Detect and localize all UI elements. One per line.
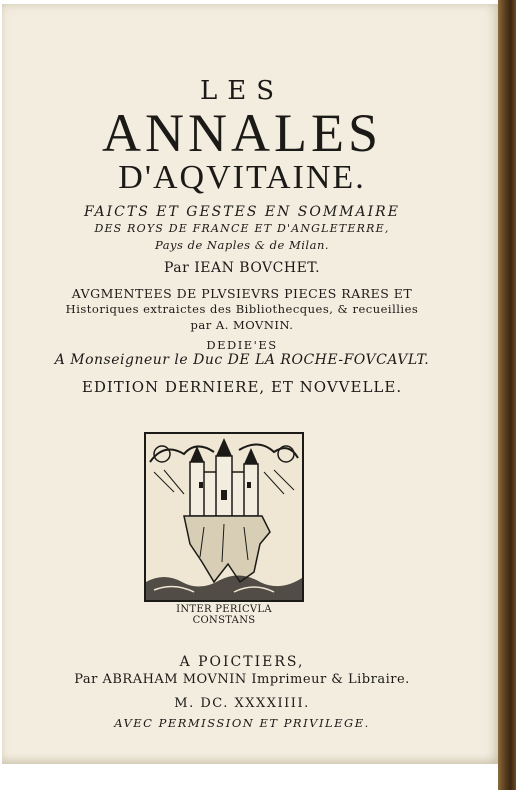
edition-line: EDITION DERNIERE, ET NOVVELLE. — [81, 378, 403, 396]
title-les: LES — [199, 76, 285, 106]
augmented-line-2: Historiques extraictes des Bibliothecques, & recueillies — [65, 302, 419, 316]
author-line: Par IEAN BOVCHET. — [163, 260, 321, 276]
engraving-motto: INTER PERICVLA CONSTANS — [176, 604, 272, 626]
printer-mark-engraving — [144, 432, 304, 624]
augmented-line-1: AVGMENTEES DE PLVSIEVRS PIECES RARES ET — [71, 286, 413, 301]
augmented-line-3: par A. MOVNIN. — [190, 318, 294, 332]
imprint-city: A POICTIERS, — [179, 654, 305, 670]
subtitle-faicts: FAICTS ET GESTES EN SOMMAIRE — [84, 204, 400, 220]
imprint-printer: Par ABRAHAM MOVNIN Imprimeur & Libraire. — [74, 672, 410, 687]
title-page — [2, 4, 500, 764]
subtitle-des-rois: DES ROYS DE FRANCE ET D'ANGLETERRE, — [94, 222, 390, 235]
imprint-date: M. DC. XXXXIIII. — [174, 696, 310, 711]
castle-on-rock-illustration — [144, 432, 304, 602]
title-annales: ANNALES — [102, 103, 382, 163]
dedication-label: DEDIE'ES — [206, 338, 278, 352]
subtitle-pays: Pays de Naples & de Milan. — [154, 238, 330, 252]
dedication-to: A Monseigneur le Duc DE LA ROCHE-FOVCAVLT. — [54, 352, 430, 368]
title-aquitaine: D'AQVITAINE. — [118, 159, 366, 196]
book-spine-edge — [498, 0, 516, 790]
imprint-privilege: AVEC PERMISSION ET PRIVILEGE. — [114, 716, 370, 730]
